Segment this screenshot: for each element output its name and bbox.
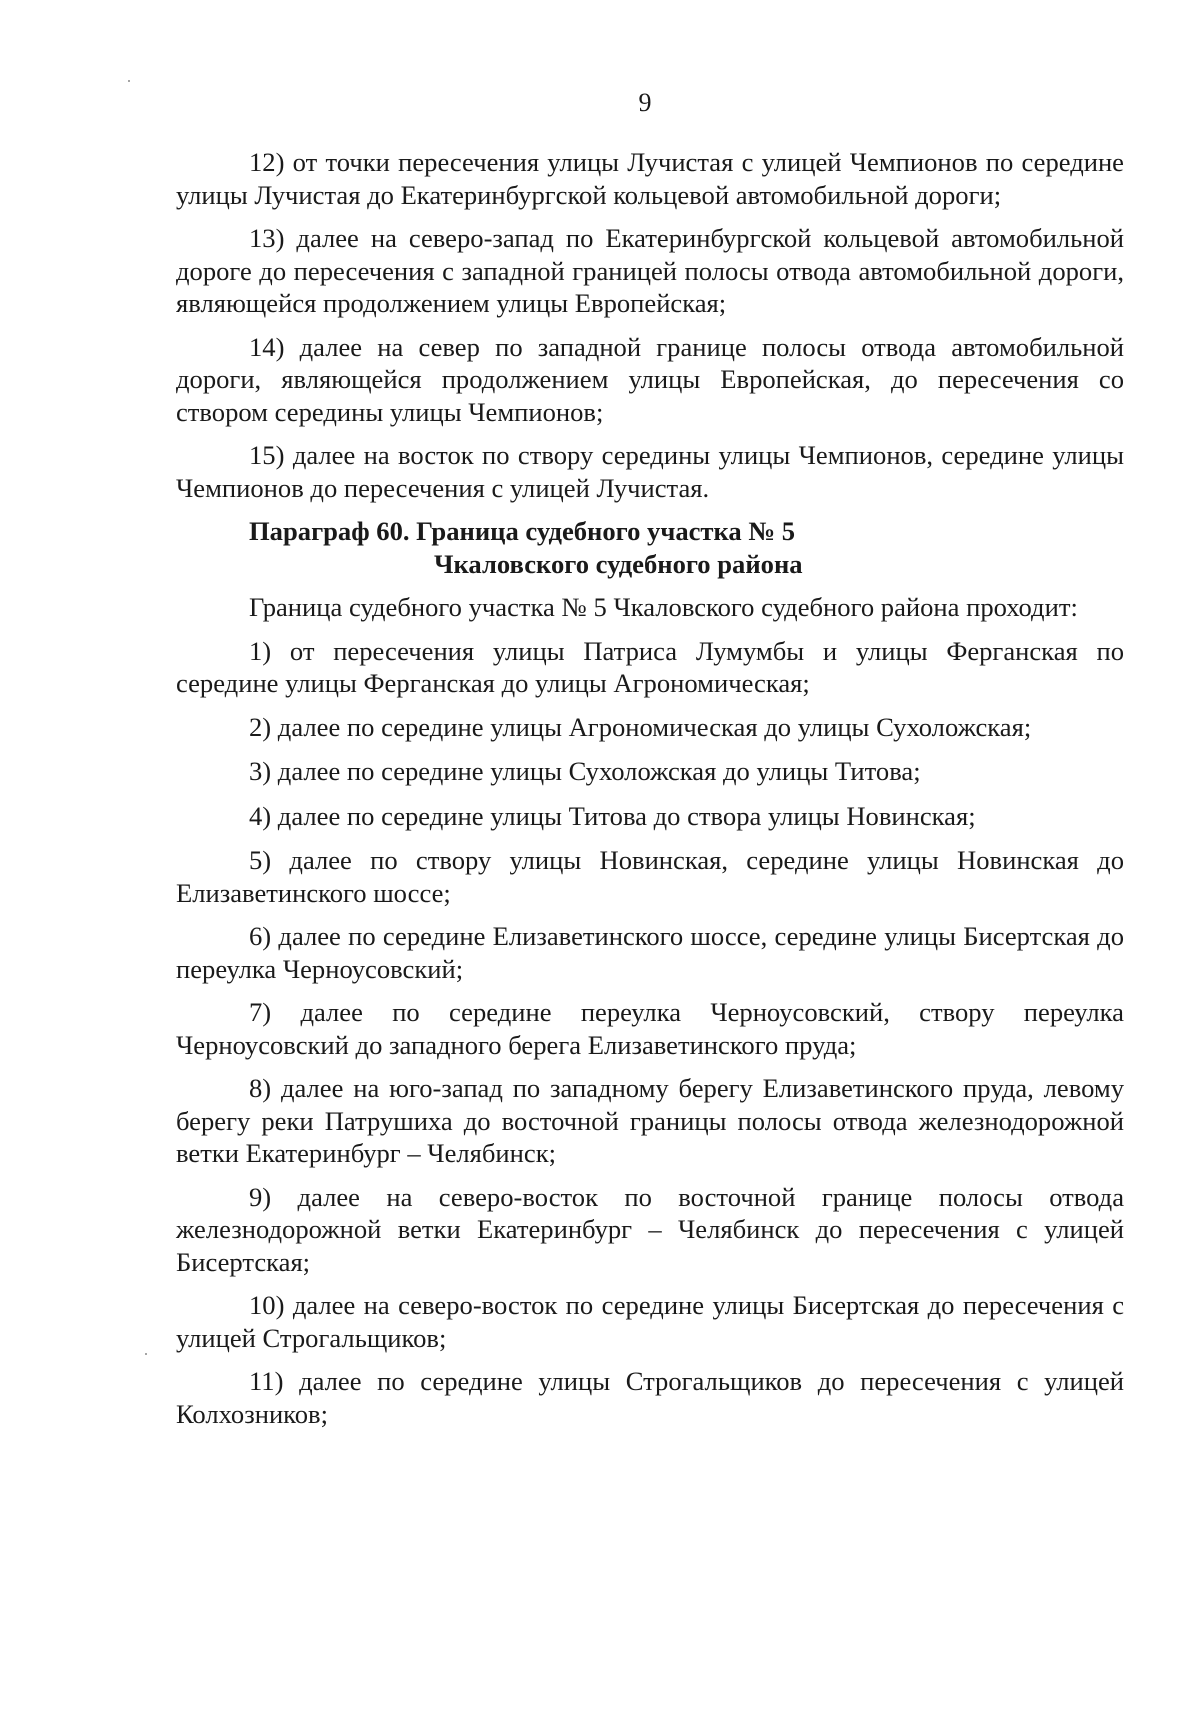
- paragraph-item-9: 9) далее на северо-восток по восточной границе полосы отвода железнодорожной ветки Екатеринбург – Челябинск до пересечения с улицей Бисертская;: [176, 1181, 1124, 1277]
- paragraph-item-3: 3) далее по середине улицы Сухоложская до улицы Титова;: [249, 756, 921, 786]
- scan-speck: [145, 1353, 147, 1355]
- scan-speck: [128, 80, 130, 82]
- paragraph-item-1: 1) от пересечения улицы Патриса Лумумбы и улицы Ферганская по середине улицы Ферганская до улицы Агрономическая;: [176, 635, 1124, 698]
- section-heading-line1: Параграф 60. Граница судебного участка № 5: [249, 516, 796, 546]
- paragraph-item-15: 15) далее на восток по створу середины улицы Чемпионов, середине улицы Чемпионов до пересечения с улицей Лучистая.: [176, 440, 1124, 503]
- paragraph-item-11: 11) далее по середине улицы Строгальщиков до пересечения с улицей Колхозников;: [176, 1366, 1124, 1429]
- paragraph-item-14: 14) далее на север по западной границе полосы отвода автомобильной дороги, являющейся продолжением улицы Европейская, до пересечения со створом середины улицы Чемпионов;: [176, 331, 1124, 427]
- paragraph-item-6: 6) далее по середине Елизаветинского шоссе, середине улицы Бисертская до переулка Черноусовский;: [176, 921, 1124, 984]
- paragraph-item-5: 5) далее по створу улицы Новинская, середине улицы Новинская до Елизаветинского шоссе;: [176, 845, 1124, 908]
- section-heading-line2: Чкаловского судебного района: [434, 548, 803, 579]
- paragraph-item-7: 7) далее по середине переулка Черноусовский, створу переулка Черноусовский до западного берега Елизаветинского пруда;: [176, 997, 1124, 1060]
- paragraph-item-12: 12) от точки пересечения улицы Лучистая с улицей Чемпионов по середине улицы Лучистая до Екатеринбургской кольцевой автомобильной дороги;: [176, 147, 1124, 210]
- section-heading: [176, 515, 1124, 580]
- paragraph-item-2: 2) далее по середине улицы Агрономическая до улицы Сухоложская;: [249, 711, 1032, 742]
- document-body: [176, 146, 1124, 1441]
- paragraph-item-13: 13) далее на северо-запад по Екатеринбургской кольцевой автомобильной дороге до пересечения с западной границей полосы отвода автомобильной дороги, являющейся продолжением улицы Европейская;: [176, 223, 1124, 318]
- paragraph-item-4: 4) далее по середине улицы Титова до створа улицы Новинская;: [249, 800, 976, 831]
- paragraph-intro: Граница судебного участка № 5 Чкаловского судебного района проходит:: [249, 592, 1078, 622]
- page-number: 9: [638, 88, 652, 117]
- paragraph-item-10: 10) далее на северо-восток по середине улицы Бисертская до пересечения с улицей Строгальщиков;: [176, 1290, 1124, 1353]
- paragraph-item-8: 8) далее на юго-запад по западному берегу Елизаветинского пруда, левому берегу реки Патрушиха до восточной границы полосы отвода железнодорожной ветки Екатеринбург – Челябинск;: [176, 1073, 1124, 1168]
